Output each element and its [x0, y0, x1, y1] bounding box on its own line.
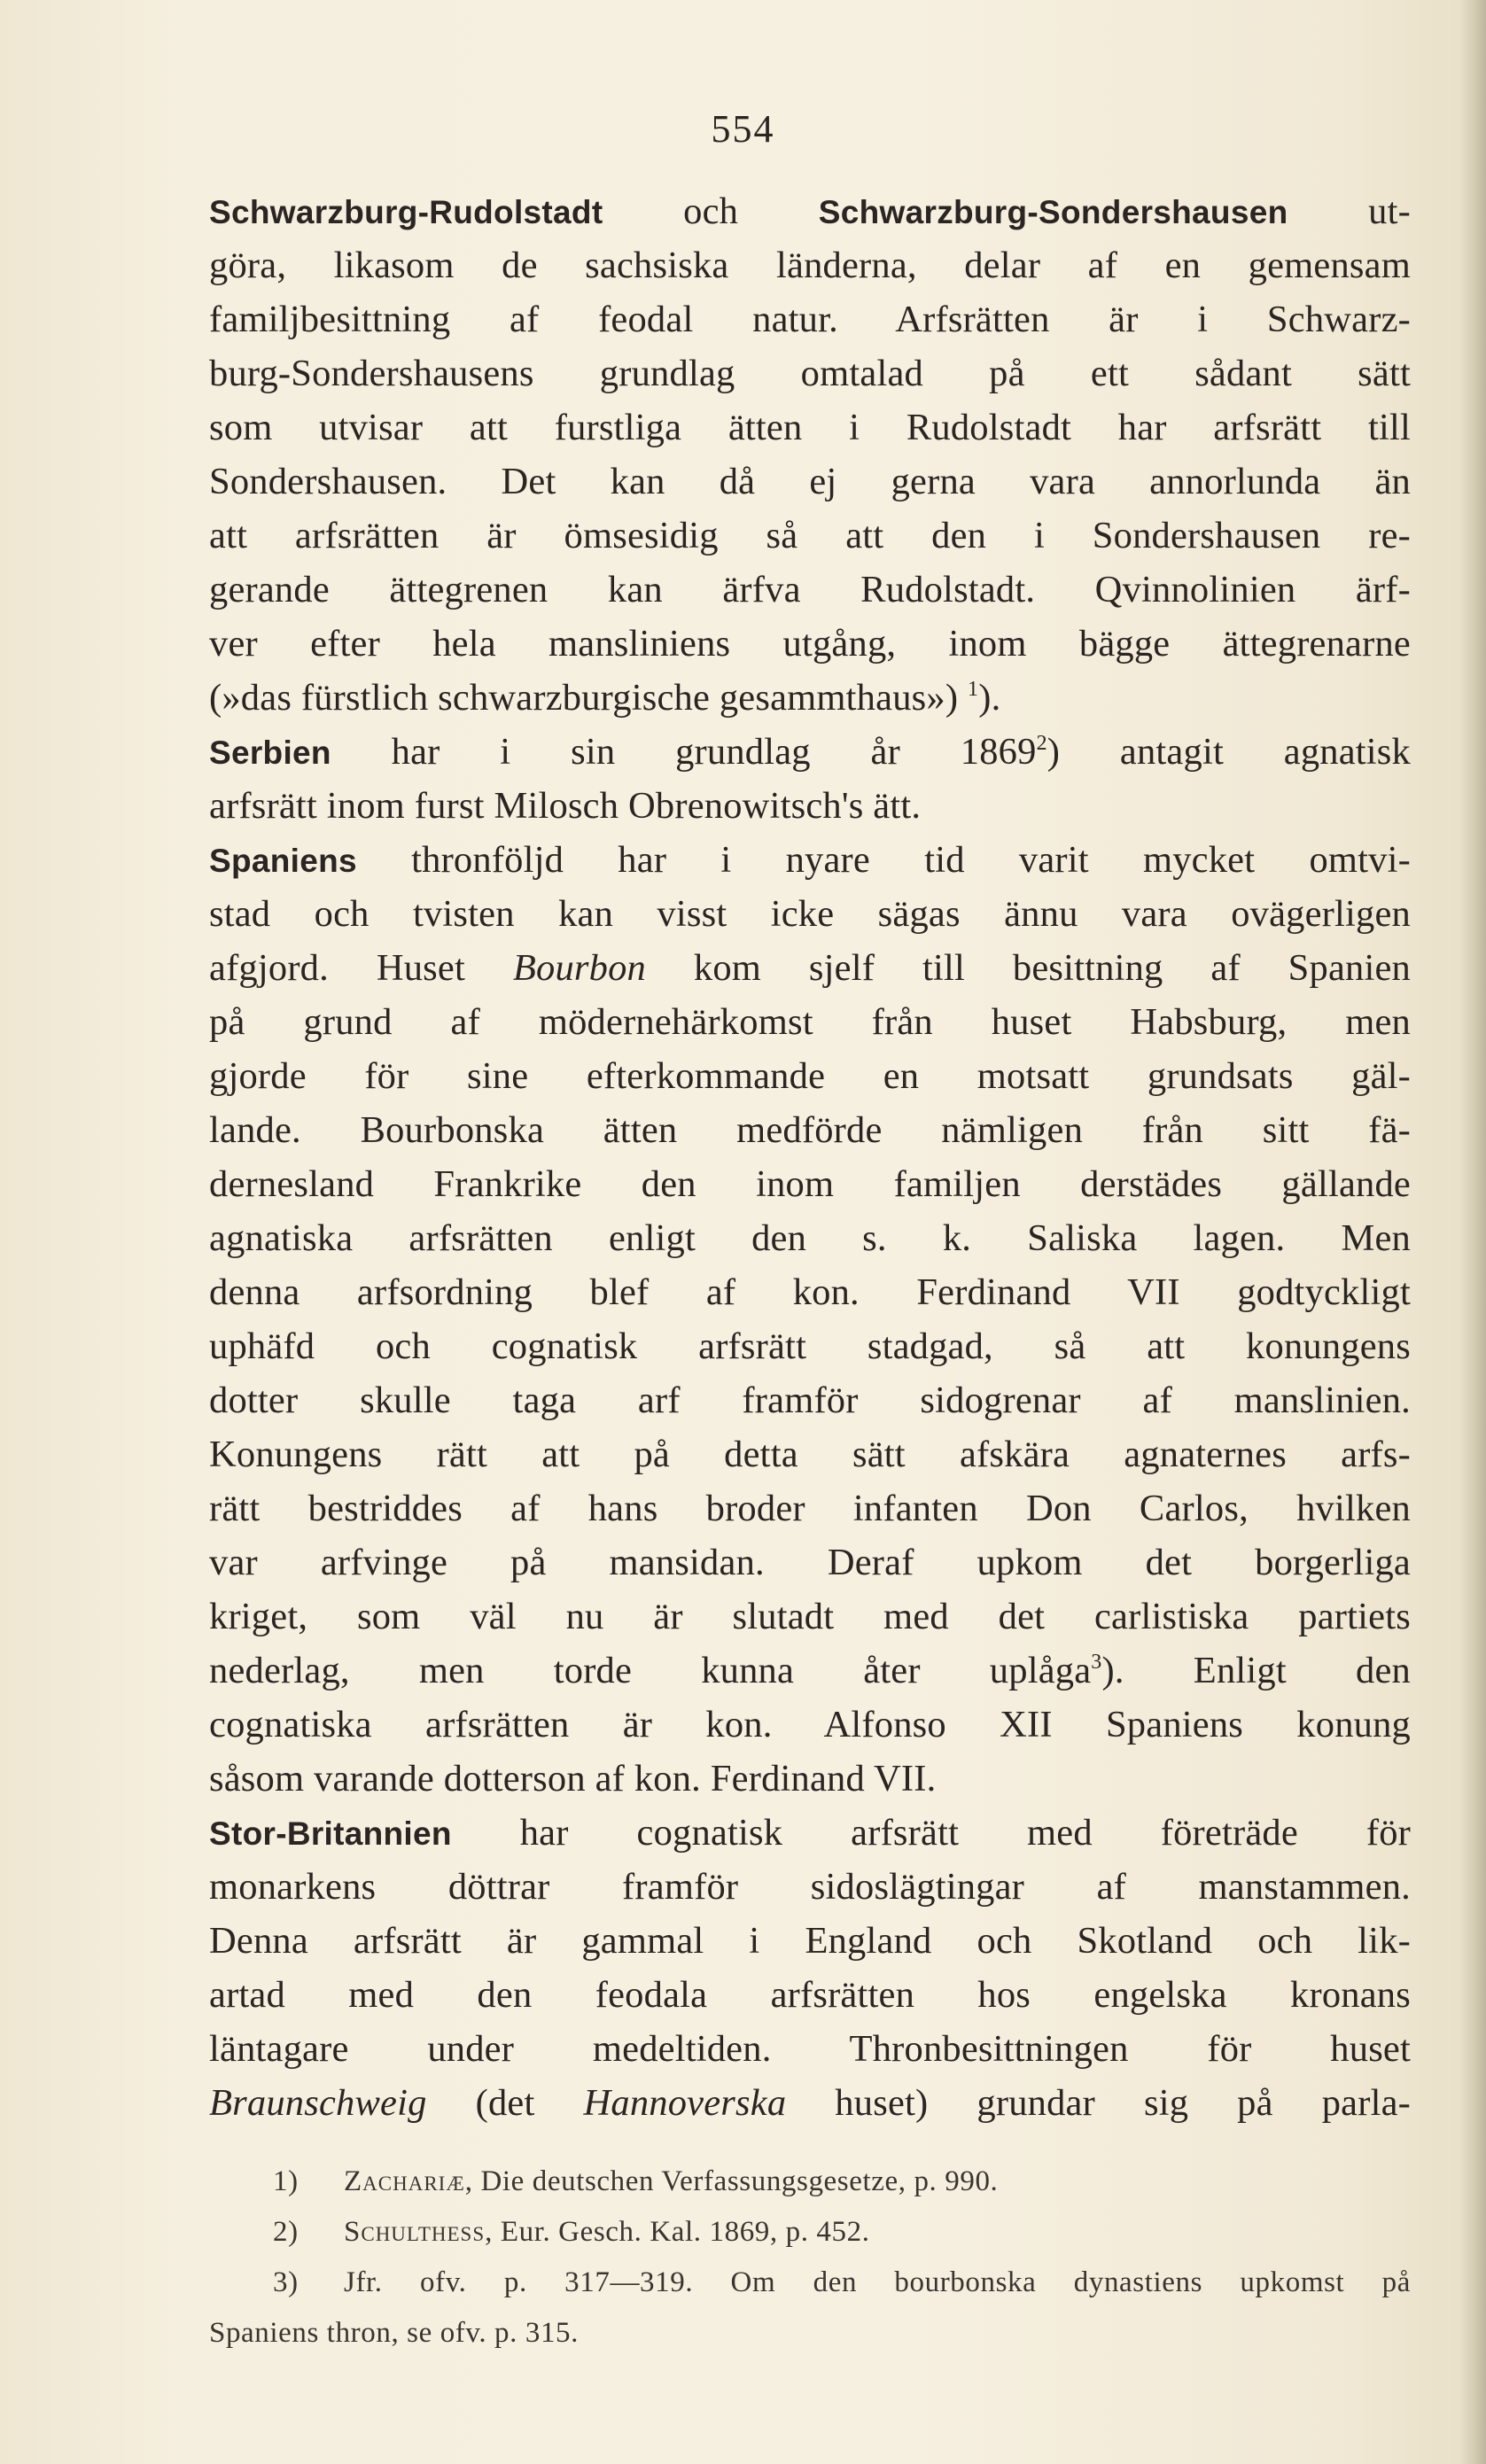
text-line: läntagare under medeltiden. Thronbesittningen för huset: [209, 2028, 1411, 2070]
text-line: dernesland Frankrike den inom familjen derstädes gällande: [209, 1163, 1411, 1205]
footnote-number: 1): [273, 2165, 299, 2197]
text-line: Sondershausen. Det kan då ej gerna vara annorlunda än: [209, 461, 1411, 502]
keyword-stor-britannien: Stor-Britannien: [209, 1815, 452, 1852]
text-fragment: ).: [978, 677, 1001, 719]
text-line: göra, likasom de sachsiska länderna, delar af en gemensam: [209, 245, 1411, 286]
text-fragment: ). Enligt den: [1101, 1650, 1411, 1691]
page-number: 554: [711, 107, 775, 151]
footnote-1: [209, 2157, 1411, 2207]
text-fragment: nederlag, men torde kunna åter uplåga: [209, 1650, 1092, 1691]
keyword-serbien: Serbien: [209, 735, 331, 771]
keyword-schwarzburg-sondershausen: Schwarzburg-Sondershausen: [818, 194, 1288, 230]
keyword-schwarzburg-rudolstadt: Schwarzburg-Rudolstadt: [209, 194, 603, 230]
footnote-text: , Eur. Gesch. Kal. 1869, p. 452.: [485, 2216, 870, 2248]
page-edge-shadow: [1459, 0, 1486, 2464]
text-fragment: ut-: [1288, 190, 1411, 232]
text-line: cognatiska arfsrätten är kon. Alfonso XII Spaniens konung: [209, 1704, 1411, 1745]
text-line: gerande ättegrenen kan ärfva Rudolstadt. Qvinnolinien ärf-: [209, 569, 1411, 610]
body-text: [209, 184, 1411, 2130]
text-fragment: ) antagit agnatisk: [1046, 731, 1411, 773]
text-line: [209, 671, 1411, 725]
text-line: rätt bestriddes af hans broder infanten Don Carlos, hvilken: [209, 1488, 1411, 1529]
text-line: familjbesittning af feodal natur. Arfsrätten är i Schwarz-: [209, 299, 1411, 340]
footnote-2: [209, 2207, 1411, 2258]
text-fragment: (det: [426, 2082, 584, 2124]
text-line: ver efter hela mansliniens utgång, inom bägge ättegrenarne: [209, 623, 1411, 665]
text-line: Denna arfsrätt är gammal i England och Skotland och lik-: [209, 1920, 1411, 1962]
text-line: monarkens döttrar framför sidoslägtingar af manstammen.: [209, 1866, 1411, 1908]
text-line: dotter skulle taga arf framför sidogrenar af manslinien.: [209, 1380, 1411, 1421]
text-fragment: kom sjelf till besittning af Spanien: [646, 947, 1411, 989]
text-line: [209, 2076, 1411, 2130]
italic-hannoverska: Hannoverska: [583, 2082, 787, 2124]
text-line: arfsrätt inom furst Milosch Obrenowitsch's ätt.: [209, 785, 922, 827]
italic-bourbon: Bourbon: [512, 947, 647, 989]
text-line: [209, 184, 1411, 238]
footnote-ref-3: 3: [1091, 1651, 1102, 1674]
text-line: [209, 1806, 1411, 1860]
footnote-number: 2): [273, 2216, 299, 2248]
text-line: var arfvinge på mansidan. Deraf upkom det borgerliga: [209, 1542, 1411, 1583]
footnote-number: 3): [273, 2266, 299, 2298]
text-fragment: har i sin grundlag år 1869: [331, 731, 1037, 773]
text-line: [209, 833, 1411, 887]
text-line: som utvisar att furstliga ätten i Rudolstadt har arfsrätt till: [209, 407, 1411, 448]
footnote-3: [209, 2258, 1411, 2308]
footnote-ref-1: 1: [968, 678, 979, 701]
footnote-author: Schulthess: [344, 2216, 486, 2248]
text-line: [209, 1644, 1411, 1698]
text-line: agnatiska arfsrätten enligt den s. k. Saliska lagen. Men: [209, 1217, 1411, 1259]
italic-braunschweig: Braunschweig: [209, 2082, 427, 2124]
text-fragment: har cognatisk arfsrätt med företräde för: [451, 1812, 1411, 1854]
footnotes: [209, 2157, 1411, 2359]
footnote-author: Zachariæ: [344, 2165, 465, 2197]
text-line: på grund af mödernehärkomst från huset Habsburg, men: [209, 1001, 1411, 1043]
text-fragment: huset) grundar sig på parla-: [786, 2082, 1411, 2124]
text-line: lande. Bourbonska ätten medförde nämligen från sitt fä-: [209, 1109, 1411, 1151]
text-line: kriget, som väl nu är slutadt med det carlistiska partiets: [209, 1596, 1411, 1637]
text-fragment: (»das fürstlich schwarzburgische gesammthaus»): [209, 677, 969, 719]
footnote-text: Jfr. ofv. p. 317—319. Om den bourbonska dynastiens upkomst på: [344, 2266, 1411, 2298]
text-line: burg-Sondershausens grundlag omtalad på ett sådant sätt: [209, 353, 1411, 394]
keyword-spaniens: Spaniens: [209, 843, 357, 879]
text-line: [209, 941, 1411, 995]
footnote-3-continuation: Spaniens thron, se ofv. p. 315.: [209, 2317, 580, 2349]
text-line: uphäfd och cognatisk arfsrätt stadgad, så att konungens: [209, 1325, 1411, 1367]
text-line: stad och tvisten kan visst icke sägas ännu vara ovägerligen: [209, 893, 1411, 935]
text-fragment: och: [603, 190, 819, 232]
text-line: [209, 725, 1411, 779]
text-fragment: thronföljd har i nyare tid varit mycket omtvi-: [356, 839, 1411, 881]
text-line: gjorde för sine efterkommande en motsatt grundsats gäl-: [209, 1055, 1411, 1097]
text-line: att arfsrätten är ömsesidig så att den i Sondershausen re-: [209, 515, 1411, 556]
text-line: artad med den feodala arfsrätten hos engelska kronans: [209, 1974, 1411, 2016]
footnote-text: , Die deutschen Verfassungsgesetze, p. 990.: [464, 2165, 999, 2197]
text-line: såsom varande dotterson af kon. Ferdinand VII.: [209, 1758, 937, 1799]
text-line: denna arfsordning blef af kon. Ferdinand VII godtyckligt: [209, 1271, 1411, 1313]
footnote-ref-2: 2: [1036, 732, 1047, 755]
text-fragment: afgjord. Huset: [209, 947, 513, 989]
text-line: Konungens rätt att på detta sätt afskära agnaternes arfs-: [209, 1434, 1411, 1475]
